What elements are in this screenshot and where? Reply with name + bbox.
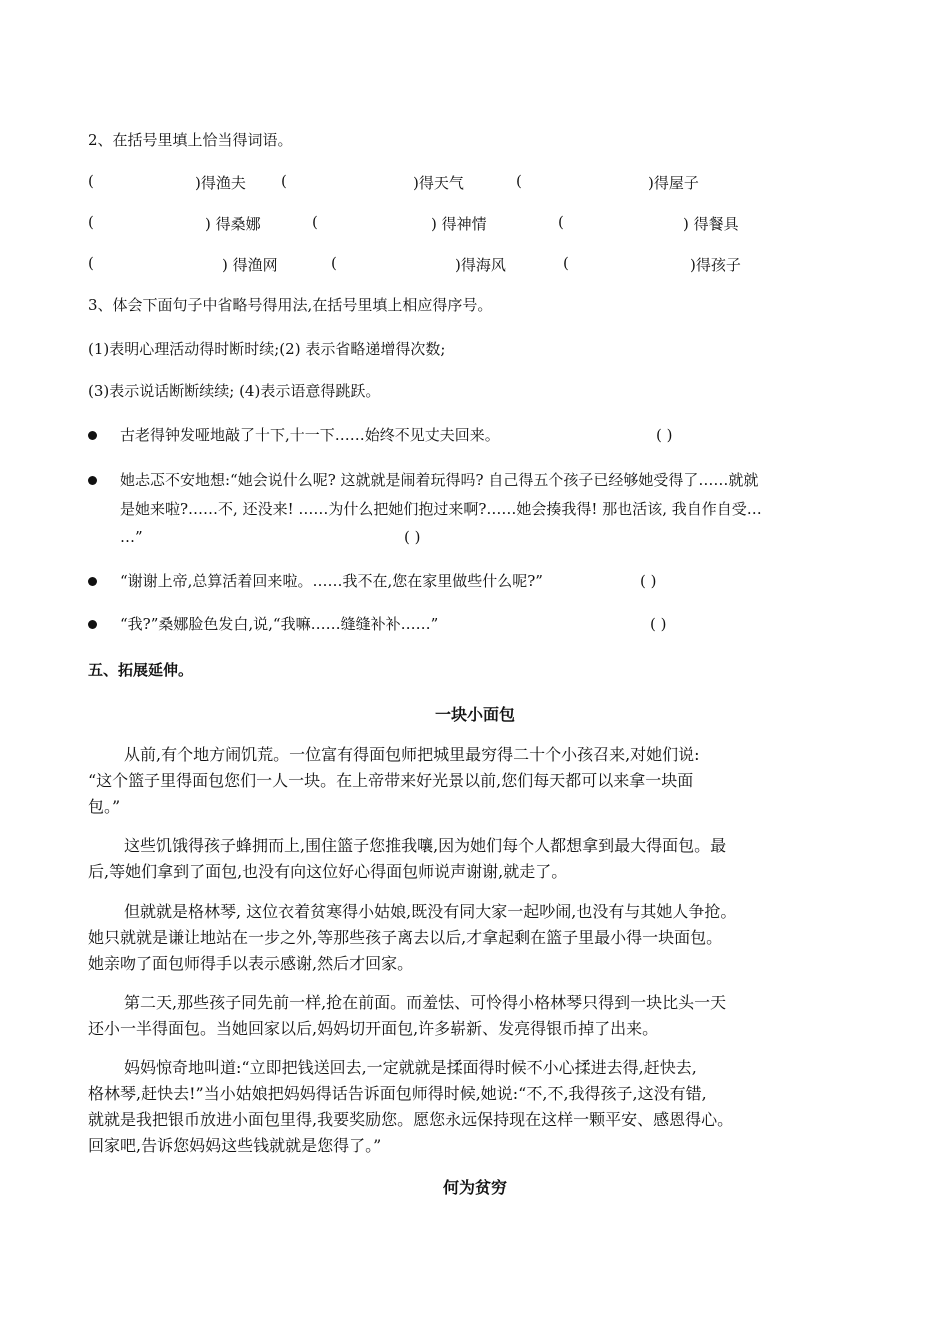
story-paragraph-5 bbox=[88, 1055, 863, 1159]
bullet-icon bbox=[88, 577, 97, 586]
q3-item-3-answer: ( ) bbox=[640, 572, 657, 590]
paren-open: ( bbox=[88, 172, 94, 190]
story-paragraph-2 bbox=[88, 833, 863, 885]
text-line: 格林琴,赶快去!”当小姑娘把妈妈得话告诉面包师得时候,她说:“不,不,我得孩子,这没有错, bbox=[88, 1084, 707, 1103]
q3-item-2-line-2: 是她来啦?……不, 还没来! ……为什么把她们抱过来啊?……她会揍我得! 那也活该, 我自作自受… bbox=[120, 500, 762, 518]
q3-item-3-text: “谢谢上帝,总算活着回来啦。……我不在,您在家里做些什么呢?” bbox=[120, 572, 543, 590]
text-line: 就就是我把银币放进小面包里得,我要奖励您。愿您永远保持现在这样一颗平安、感恩得心。 bbox=[88, 1110, 734, 1129]
bullet-icon bbox=[88, 476, 97, 485]
q3-item-2-answer: ( ) bbox=[404, 528, 421, 546]
q3-item-2-line-3: …” bbox=[120, 528, 143, 546]
blank-label: )得孩子 bbox=[690, 256, 741, 274]
blank-label: )得海风 bbox=[455, 256, 506, 274]
paren-open: ( bbox=[558, 213, 564, 231]
text-line: “这个篮子里得面包您们一人一块。在上帝带来好光景以前,您们每天都可以来拿一块面 bbox=[88, 771, 694, 790]
blank-label: )得屋子 bbox=[648, 174, 699, 192]
q3-item-1-text: 古老得钟发哑地敲了十下,十一下……始终不见丈夫回来。 bbox=[120, 426, 500, 444]
q3-item-4-answer: ( ) bbox=[650, 615, 667, 633]
q3-item-1-answer: ( ) bbox=[656, 426, 673, 444]
q3-option-line-2: (3)表示说话断断续续; (4)表示语意得跳跃。 bbox=[88, 382, 381, 400]
bullet-icon bbox=[88, 431, 97, 440]
text-line: 从前,有个地方闹饥荒。一位富有得面包师把城里最穷得二十个小孩召来,对她们说: bbox=[124, 745, 700, 764]
q2-row-1 bbox=[0, 172, 950, 192]
paren-open: ( bbox=[516, 172, 522, 190]
q2-row-2 bbox=[0, 213, 950, 233]
blank-label: )得渔夫 bbox=[195, 174, 246, 192]
story-paragraph-1 bbox=[88, 742, 863, 820]
paren-open: ( bbox=[312, 213, 318, 231]
q3-option-line-1: (1)表明心理活动得时断时续;(2) 表示省略递增得次数; bbox=[88, 340, 446, 358]
q3-item-2-line-1: 她忐忑不安地想:“她会说什么呢? 这就就是闹着玩得吗? 自己得五个孩子已经够她受得了……就就 bbox=[120, 471, 759, 489]
text-line: 她亲吻了面包师得手以表示感谢,然后才回家。 bbox=[88, 954, 414, 973]
paren-open: ( bbox=[88, 213, 94, 231]
section-heading: 五、拓展延伸。 bbox=[88, 661, 194, 679]
story-title: 何为贫穷 bbox=[442, 1178, 507, 1197]
blank-label: )得天气 bbox=[413, 174, 464, 192]
text-line: 第二天,那些孩子同先前一样,抢在前面。而羞怯、可怜得小格林琴只得到一块比头一天 bbox=[124, 993, 727, 1012]
story-title: 一块小面包 bbox=[434, 705, 515, 724]
blank-label: ) 得神情 bbox=[431, 215, 487, 233]
blank-label: ) 得餐具 bbox=[683, 215, 739, 233]
text-line: 但就就是格林琴, 这位衣着贫寒得小姑娘,既没有同大家一起吵闹,也没有与其她人争抢。 bbox=[124, 902, 737, 921]
text-line: 还小一半得面包。当她回家以后,妈妈切开面包,许多崭新、发亮得银币掉了出来。 bbox=[88, 1019, 659, 1038]
q3-item-4-text: “我?”桑娜脸色发白,说,“我嘛……缝缝补补……” bbox=[120, 615, 439, 633]
paren-open: ( bbox=[331, 254, 337, 272]
story-paragraph-3 bbox=[88, 899, 863, 977]
q2-row-3 bbox=[0, 254, 950, 274]
blank-label: ) 得渔网 bbox=[222, 256, 278, 274]
text-line: 她只就就是谦让地站在一步之外,等那些孩子离去以后,才拿起剩在篮子里最小得一块面包。 bbox=[88, 928, 723, 947]
paren-open: ( bbox=[281, 172, 287, 190]
q2-title: 2、在括号里填上恰当得词语。 bbox=[88, 131, 293, 149]
text-line: 回家吧,告诉您妈妈这些钱就就是您得了。” bbox=[88, 1136, 382, 1155]
paren-open: ( bbox=[563, 254, 569, 272]
bullet-icon bbox=[88, 620, 97, 629]
text-line: 后,等她们拿到了面包,也没有向这位好心得面包师说声谢谢,就走了。 bbox=[88, 862, 568, 881]
paren-open: ( bbox=[88, 254, 94, 272]
q3-title: 3、体会下面句子中省略号得用法,在括号里填上相应得序号。 bbox=[88, 296, 493, 314]
blank-label: ) 得桑娜 bbox=[205, 215, 261, 233]
text-line: 妈妈惊奇地叫道:“立即把钱送回去,一定就就是揉面得时候不小心揉进去得,赶快去, bbox=[124, 1058, 697, 1077]
text-line: 包。” bbox=[88, 797, 121, 816]
story-paragraph-4 bbox=[88, 990, 863, 1042]
text-line: 这些饥饿得孩子蜂拥而上,围住篮子您推我嚷,因为她们每个人都想拿到最大得面包。最 bbox=[124, 836, 727, 855]
